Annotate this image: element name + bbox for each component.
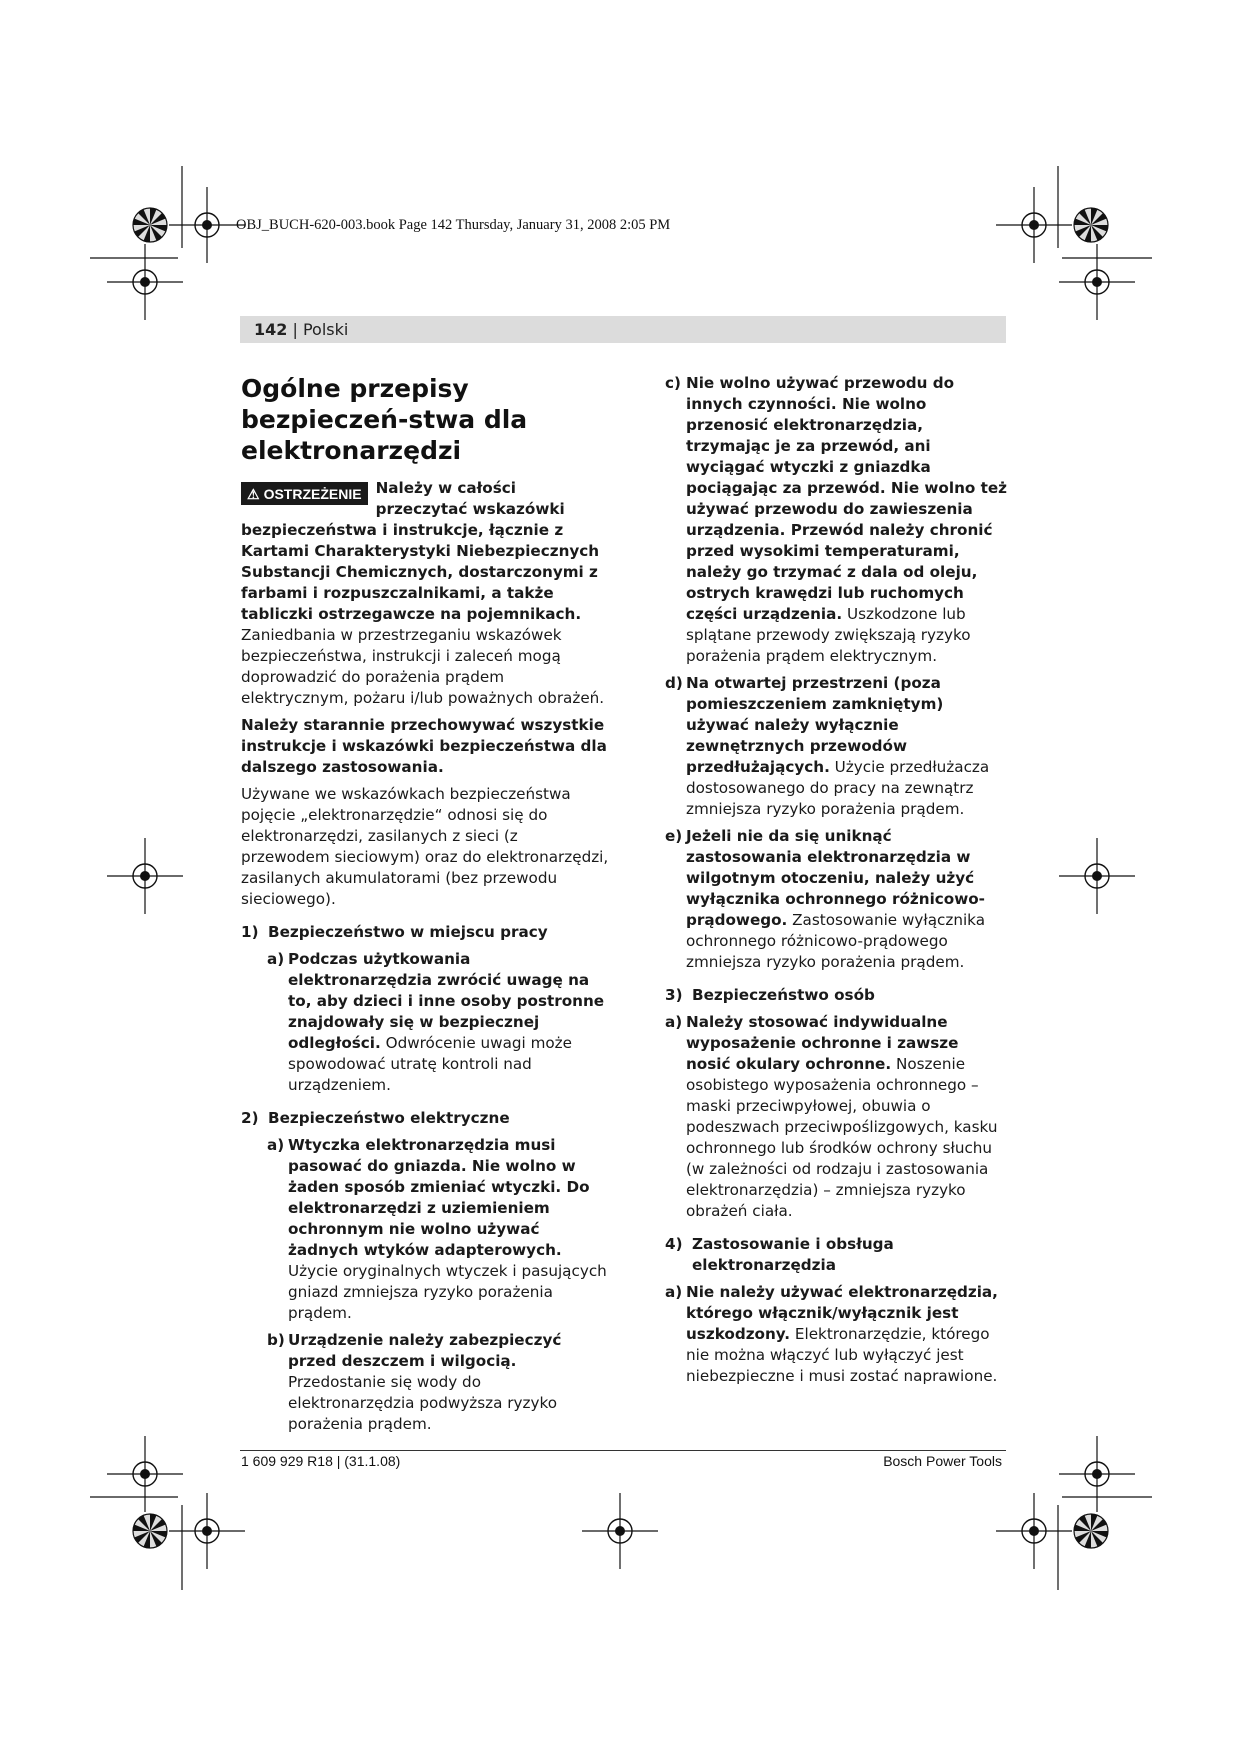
section-title: Zastosowanie i obsługa elektronarzędzia [692, 1235, 894, 1274]
registration-crosshair [582, 1493, 658, 1569]
color-star-mark [133, 1514, 167, 1548]
item-label: a) [665, 1013, 683, 1031]
item-bold-text: Należy stosować indywidualne wyposażenie ochronne i zawsze nosić okulary ochronne. [686, 1013, 959, 1073]
list-item [665, 1012, 1008, 1222]
registration-crosshair [996, 187, 1072, 263]
section-number: 1) [241, 923, 259, 941]
list-item [241, 949, 611, 1096]
list-item [665, 373, 1008, 667]
registration-crosshair [169, 187, 245, 263]
warning-paragraph [241, 478, 611, 709]
left-column [241, 373, 611, 1441]
item-label: a) [665, 1283, 683, 1301]
item-label: c) [665, 374, 681, 392]
section-number: 2) [241, 1109, 259, 1127]
page-header [254, 320, 348, 339]
header-separator: | [287, 320, 303, 339]
warning-badge [241, 482, 368, 505]
item-label: a) [267, 1136, 285, 1154]
section-title: Bezpieczeństwo w miejscu pracy [268, 923, 548, 941]
registration-crosshair [1059, 838, 1135, 914]
color-star-mark [1074, 208, 1108, 242]
list-item [241, 1135, 611, 1324]
list-item [241, 1330, 611, 1435]
item-bold-text: Jeżeli nie da się uniknąć zastosowania elektronarzędzia w wilgotnym otoczeniu, należy użyć wyłącznika ochronnego różnicowo-prądowego. [686, 827, 985, 929]
registration-crosshair [107, 244, 183, 320]
item-normal-text: Użycie przedłużacza dostosowanego do pracy na zewnątrz zmniejsza ryzyko porażenia prądem. [686, 758, 990, 818]
warning-normal-text: Zaniedbania w przestrzeganiu wskazówek bezpieczeństwa, instrukcji i zaleceń mogą doprowadzić do porażenia prądem elektrycznym, pożaru i/lub poważnych obrażeń. [241, 626, 605, 707]
page-header-bar [240, 316, 1006, 343]
section-heading [665, 985, 1008, 1006]
section-heading [241, 1108, 611, 1129]
warning-triangle-icon: ⚠ [247, 486, 260, 502]
list-item [665, 673, 1008, 820]
section-title: Bezpieczeństwo elektryczne [268, 1109, 510, 1127]
item-bold-text: Urządzenie należy zabezpieczyć przed deszczem i wilgocią. [288, 1331, 562, 1370]
item-label: b) [267, 1331, 285, 1349]
item-label: e) [665, 827, 683, 845]
item-bold-text: Wtyczka elektronarzędzia musi pasować do gniazda. Nie wolno w żaden sposób zmieniać wtyczki. Do elektronarzędzi z uziemieniem ochronnym nie wolno używać żadnych wtyków adapterowych. [288, 1136, 590, 1259]
registration-crosshair [107, 838, 183, 914]
registration-crosshair [996, 1493, 1072, 1569]
registration-crosshair [169, 1493, 245, 1569]
item-label: a) [267, 950, 285, 968]
book-file-line: OBJ_BUCH-620-003.book Page 142 Thursday, January 31, 2008 2:05 PM [236, 217, 671, 233]
list-item [665, 1282, 1008, 1387]
page-title: Ogólne przepisy bezpieczeń-stwa dla elektronarzędzi [241, 374, 528, 465]
registration-crosshair [1059, 244, 1135, 320]
list-item [665, 826, 1008, 973]
item-normal-text: Użycie oryginalnych wtyczek i pasujących gniazd zmniejsza ryzyko porażenia prądem. [288, 1262, 607, 1322]
header-language: Polski [302, 320, 349, 339]
right-column [665, 373, 1008, 1393]
section-number: 4) [665, 1235, 683, 1253]
item-normal-text: Odwrócenie uwagi może spowodować utratę kontroli nad urządzeniem. [288, 1034, 572, 1094]
footer-brand: Bosch Power Tools [883, 1453, 1002, 1469]
definition-text: Używane we wskazówkach bezpieczeństwa pojęcie „elektronarzędzie“ odnosi się do elektronarzędzi, zasilanych z sieci (z przewodem sieciowym) oraz do elektronarzędzi, zasilanych akumulatorami (bez przewodu sieciowego). [241, 785, 609, 908]
footer-doc-id: 1 609 929 R18 | (31.1.08) [241, 1453, 401, 1469]
item-normal-text: Uszkodzone lub splątane przewody zwiększają ryzyko porażenia prądem elektrycznym. [686, 605, 971, 665]
registration-crosshair [1059, 1436, 1135, 1512]
section-heading [241, 922, 611, 943]
item-normal-text: Zastosowanie wyłącznika ochronnego różnicowo-prądowego zmniejsza ryzyko porażenia prądem. [686, 911, 986, 971]
registration-crosshair [107, 1436, 183, 1512]
footer-divider [240, 1450, 1006, 1451]
keep-instructions-text: Należy starannie przechowywać wszystkie instrukcje i wskazówki bezpieczeństwa dla dalszego zastosowania. [241, 716, 607, 776]
warning-bold-text: Należy w całości przeczytać wskazówki bezpieczeństwa i instrukcje, łącznie z Kartami Charakterystyki Niebezpiecznych Substancji Chemicznych, dostarczonymi z farbami i rozpuszczalnikami, a także tabliczki ostrzegawcze na pojemnikach. [241, 479, 600, 623]
item-bold-text: Podczas użytkowania elektronarzędzia zwrócić uwagę na to, aby dzieci i inne osoby postronne znajdowały się w bezpiecznej odległości. [288, 950, 605, 1052]
section-number: 3) [665, 986, 683, 1004]
item-label: d) [665, 674, 683, 692]
color-star-mark [1074, 1514, 1108, 1548]
item-bold-text: Nie wolno używać przewodu do innych czynności. Nie wolno przenosić elektronarzędzia, trzymając je za przewód, ani wyciągać wtyczki z gniazdka pociągając za przewód. Nie wolno też używać przewodu do zawieszenia urządzenia. Przewód należy chronić przed wysokimi temperaturami, należy go trzymać z dala od oleju, ostrych krawędzi lub ruchomych części urządzenia. [686, 374, 1008, 623]
page-number: 142 [254, 320, 288, 339]
item-bold-text: Nie należy używać elektronarzędzia, którego włącznik/wyłącznik jest uszkodzony. [686, 1283, 998, 1343]
color-star-mark [133, 208, 167, 242]
section-title: Bezpieczeństwo osób [692, 986, 875, 1004]
section-heading [665, 1234, 1008, 1276]
item-bold-text: Na otwartej przestrzeni (poza pomieszczeniem zamkniętym) używać należy wyłącznie zewnętrznych przewodów przedłużających. [686, 674, 944, 776]
item-normal-text: Przedostanie się wody do elektronarzędzia podwyższa ryzyko porażenia prądem. [288, 1373, 558, 1433]
item-normal-text: Elektronarzędzie, którego nie można włączyć lub wyłączyć jest niebezpieczne i musi zostać naprawione. [686, 1325, 998, 1385]
warning-badge-label: OSTRZEŻENIE [263, 486, 362, 502]
item-normal-text: Noszenie osobistego wyposażenia ochronnego – maski przeciwpyłowej, obuwia o podeszwach przeciwpoślizgowych, kasku ochronnego lub środków ochrony słuchu (w zależności od rodzaju i zastosowania elektronarzędzia) – zmniejsza ryzyko obrażeń ciała. [686, 1055, 998, 1220]
